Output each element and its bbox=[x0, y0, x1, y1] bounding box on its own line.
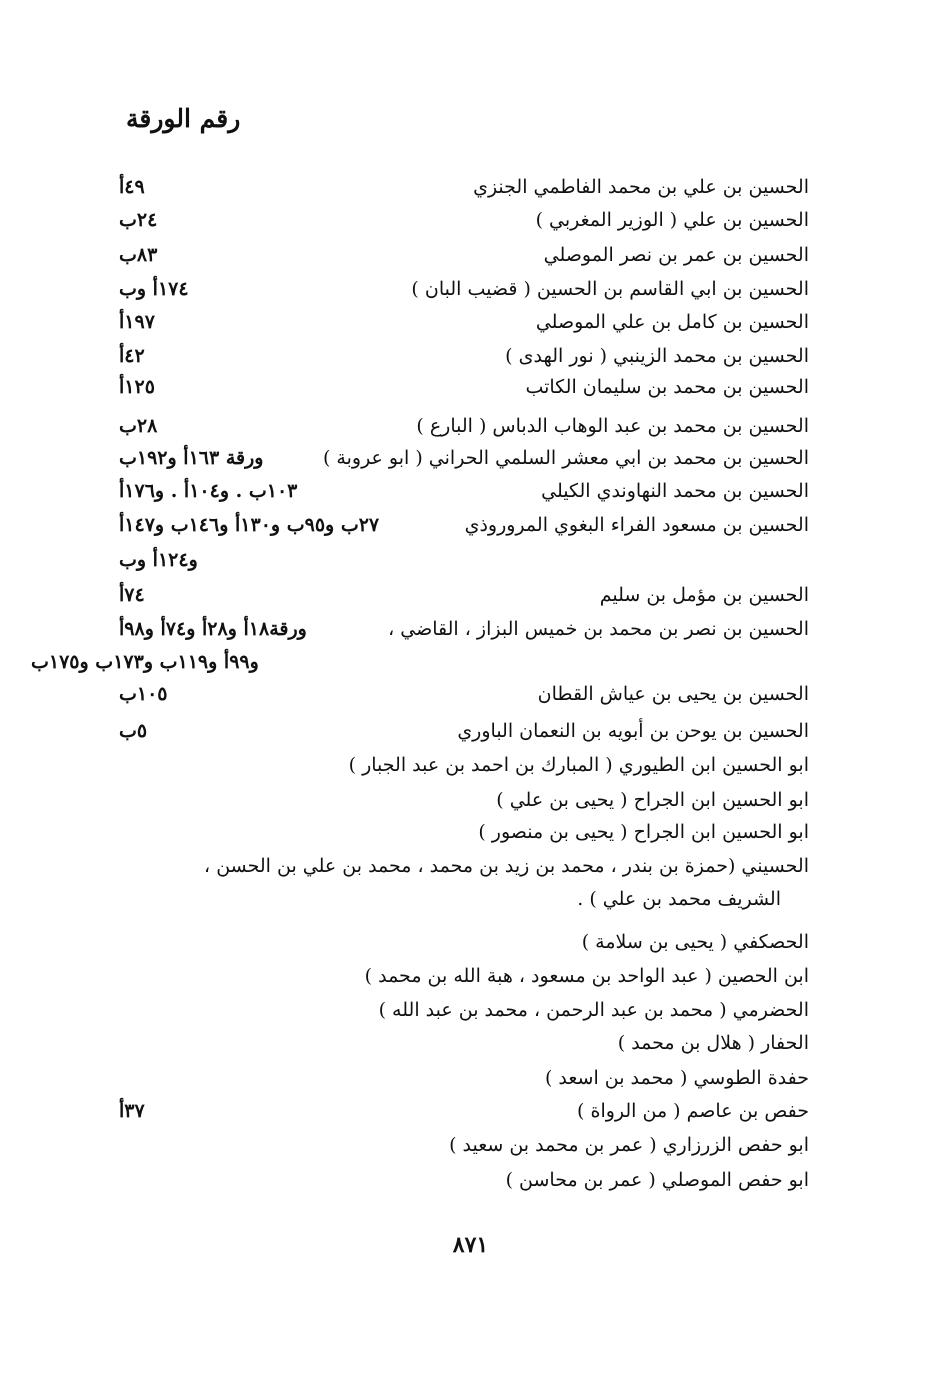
entry-folio: ٥ب bbox=[119, 720, 148, 742]
index-entry bbox=[119, 272, 809, 306]
entry-folio: ١٢٥أ bbox=[119, 376, 155, 398]
entry-name: ابو حفص الزرزاري ( عمر بن محمد بن سعيد ) bbox=[449, 1134, 809, 1156]
entry-name: الحسين بن علي بن محمد الفاطمي الجنزي bbox=[473, 176, 809, 198]
index-entry bbox=[119, 815, 809, 849]
index-entry bbox=[119, 1094, 809, 1128]
entry-name: ابو حفص الموصلي ( عمر بن محاسن ) bbox=[505, 1169, 809, 1191]
entry-folio: ١٠٥ب bbox=[119, 683, 168, 705]
index-entry-continuation bbox=[31, 645, 391, 679]
entry-folio: ١٧٤أ وب bbox=[119, 278, 189, 300]
entry-name: الحسين بن محمد النهاوندي الكيلي bbox=[541, 480, 809, 502]
index-entry bbox=[119, 993, 809, 1027]
entry-folio: ٣٧أ bbox=[119, 1100, 145, 1122]
entry-name: الحسين بن كامل بن علي الموصلي bbox=[535, 311, 809, 333]
entry-name: الشريف محمد بن علي ) . bbox=[577, 888, 781, 910]
entry-folio: و١٢٤أ وب bbox=[119, 549, 198, 571]
entry-name: الحسين بن يحيى بن عياش القطان bbox=[537, 683, 809, 705]
index-entry bbox=[119, 474, 809, 508]
entry-name: الحصكفي ( يحيى بن سلامة ) bbox=[581, 931, 809, 953]
entry-name: الحسين بن عمر بن نصر الموصلي bbox=[543, 244, 809, 266]
entry-folio: ٢٤ب bbox=[119, 209, 158, 231]
index-entry bbox=[119, 1128, 809, 1162]
index-entry-continuation bbox=[119, 543, 809, 577]
entry-folio: ٤٢أ bbox=[119, 345, 145, 367]
index-entry bbox=[119, 1061, 809, 1095]
entry-name: الحسين بن محمد الزينبي ( نور الهدى ) bbox=[505, 345, 809, 367]
entry-name: حفدة الطوسي ( محمد بن اسعد ) bbox=[544, 1067, 809, 1089]
index-entry bbox=[119, 748, 809, 782]
entry-name: الحسين بن مسعود الفراء البغوي المروروذي bbox=[464, 514, 809, 536]
entry-name: الحسين بن مؤمل بن سليم bbox=[599, 584, 809, 606]
index-entry bbox=[119, 508, 809, 542]
entry-folio: ٢٨ب bbox=[119, 415, 158, 437]
entry-name: الحسين بن يوحن بن أبويه بن النعمان الباوري bbox=[457, 720, 809, 742]
entry-folio: ٤٩أ bbox=[119, 176, 145, 198]
entry-name: الحسين بن نصر بن محمد بن خميس البزاز ، القاضي ، bbox=[388, 618, 809, 640]
index-entry bbox=[119, 170, 809, 204]
index-entry bbox=[119, 441, 809, 475]
index-entry bbox=[119, 925, 809, 959]
entry-name: الحسين بن محمد بن ابي معشر السلمي الحراني ( ابو عروبة ) bbox=[322, 447, 809, 469]
column-heading: رقم الورقة bbox=[126, 104, 241, 133]
entry-folio: ١٩٧أ bbox=[119, 311, 155, 333]
index-entry bbox=[119, 677, 809, 711]
index-entry bbox=[119, 238, 809, 272]
index-entry bbox=[119, 305, 809, 339]
entry-folio: ٧٤أ bbox=[119, 584, 145, 606]
entry-name: ابو الحسين ابن الجراح ( يحيى بن علي ) bbox=[496, 789, 809, 811]
index-entry bbox=[119, 339, 809, 373]
entry-name: الحسين بن محمد بن عبد الوهاب الدباس ( البارع ) bbox=[416, 415, 809, 437]
index-entry-continuation bbox=[91, 882, 781, 916]
entry-name: الحسين بن ابي القاسم بن الحسين ( قضيب البان ) bbox=[411, 278, 809, 300]
entry-name: الحضرمي ( محمد بن عبد الرحمن ، محمد بن عبد الله ) bbox=[378, 999, 809, 1021]
entry-name: حفص بن عاصم ( من الرواة ) bbox=[577, 1100, 809, 1122]
entry-folio: ورقة١٨أ و٢٨أ و٧٤أ و٩٨أ bbox=[119, 618, 307, 640]
entry-folio: ٨٣ب bbox=[119, 244, 158, 266]
index-entry bbox=[119, 1163, 809, 1197]
index-entry bbox=[119, 370, 809, 404]
entry-folio: و٩٩أ و١١٩ب و١٧٣ب و١٧٥ب bbox=[31, 651, 259, 673]
index-entry bbox=[119, 959, 809, 993]
index-entry bbox=[119, 714, 809, 748]
entry-name: ابن الحصين ( عبد الواحد بن مسعود ، هبة الله بن محمد ) bbox=[364, 965, 809, 987]
page-number: ٨٧١ bbox=[452, 1232, 489, 1258]
index-entry bbox=[119, 203, 809, 237]
entry-folio: ورقة ١٦٣أ و١٩٢ب bbox=[119, 447, 264, 469]
entry-name: الحسيني (حمزة بن بندر ، محمد بن زيد بن محمد ، محمد بن علي بن الحسن ، bbox=[204, 855, 809, 877]
index-entry bbox=[119, 849, 809, 883]
index-entry bbox=[119, 409, 809, 443]
entry-name: الحسين بن علي ( الوزير المغربي ) bbox=[535, 209, 809, 231]
index-entry bbox=[119, 612, 809, 646]
index-entry bbox=[119, 1026, 809, 1060]
entry-name: الحسين بن محمد بن سليمان الكاتب bbox=[525, 376, 809, 398]
index-entry bbox=[119, 578, 809, 612]
index-entry bbox=[119, 783, 809, 817]
entry-folio: ٢٧ب و٩٥ب و١٣٠أ و١٤٦ب و١٤٧أ bbox=[119, 514, 380, 536]
entry-name: ابو الحسين ابن الطيوري ( المبارك بن احمد بن عبد الجبار ) bbox=[348, 754, 809, 776]
entry-name: الحفار ( هلال بن محمد ) bbox=[617, 1032, 809, 1054]
entry-name: ابو الحسين ابن الجراح ( يحيى بن منصور ) bbox=[478, 821, 809, 843]
entry-folio: ١٠٣ب . و١٠٤أ . و١٧٦أ bbox=[119, 480, 298, 502]
